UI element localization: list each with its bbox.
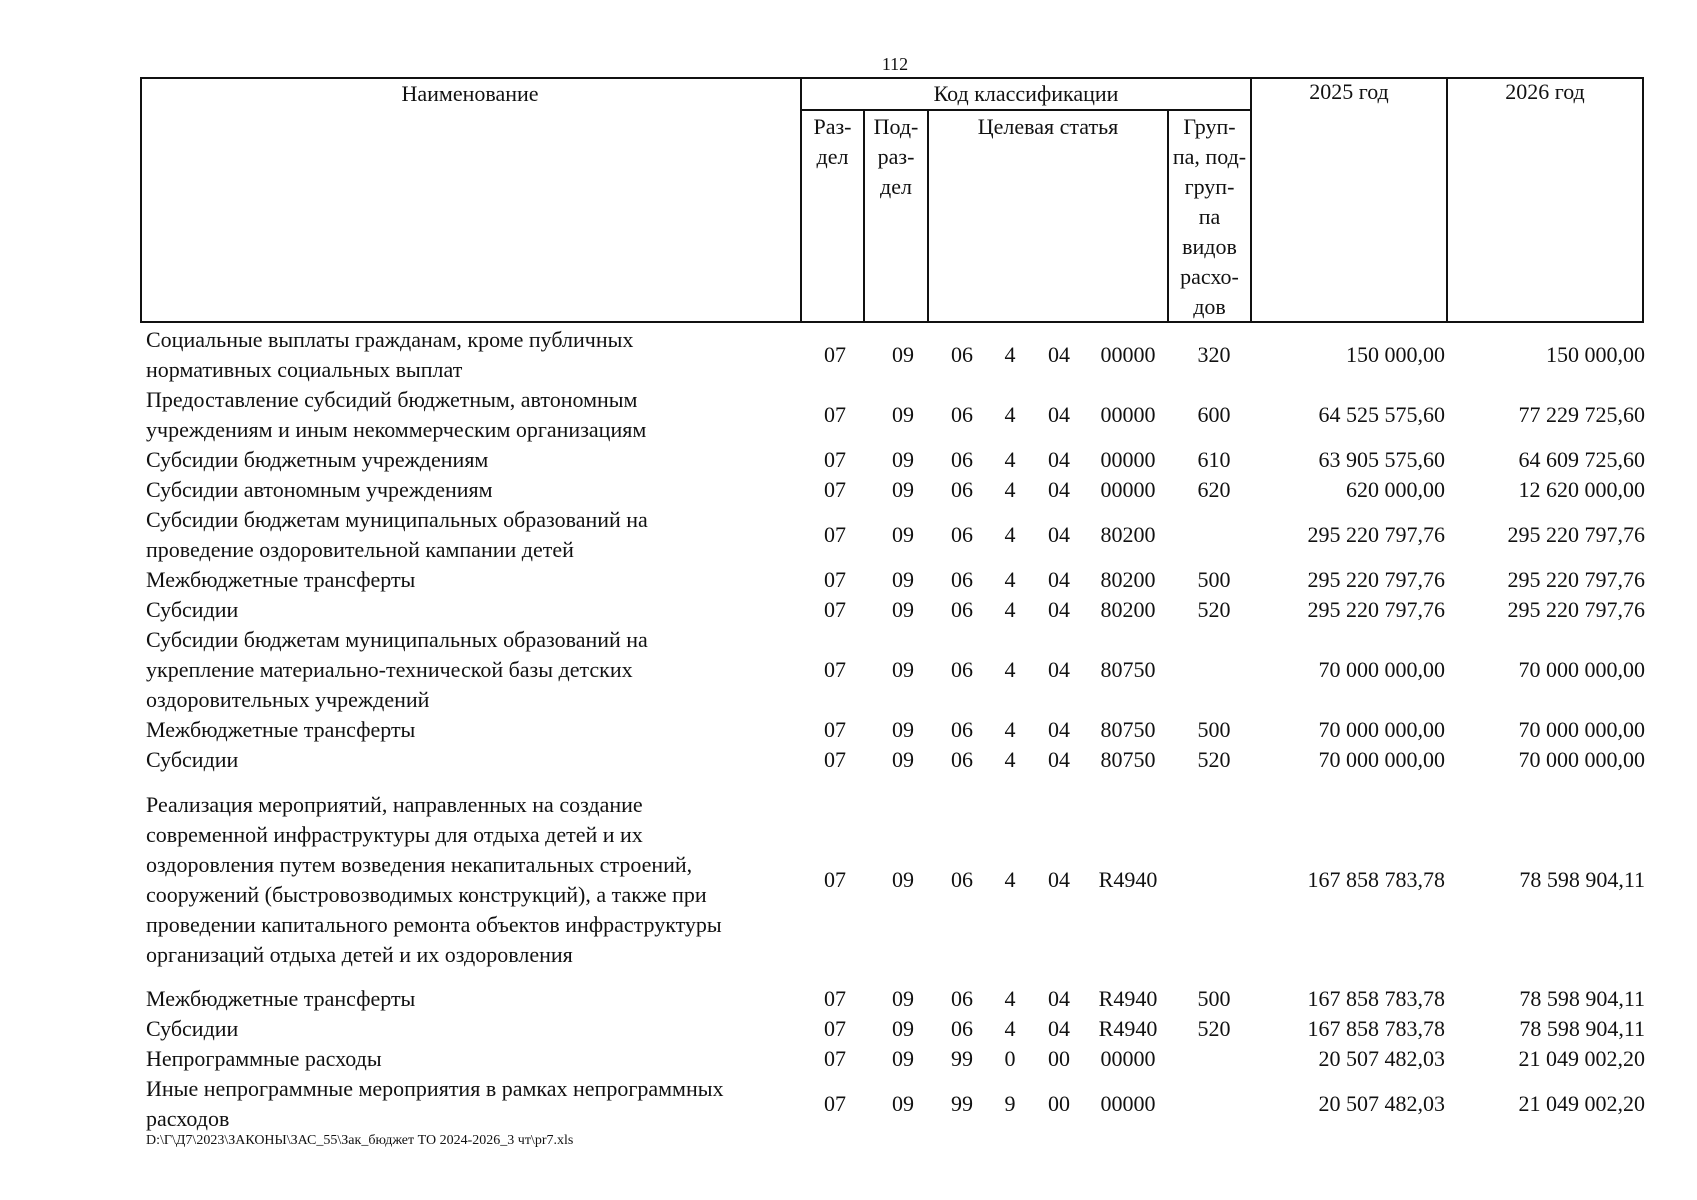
cell-2025: 167 858 783,78 — [1307, 1016, 1445, 1041]
cell-kind: 0 — [1004, 1046, 1016, 1071]
header-divider — [1250, 77, 1252, 323]
header-divider — [800, 109, 1252, 111]
cell-expense-type: 500 — [1197, 986, 1231, 1011]
cell-direction: 80200 — [1100, 567, 1156, 592]
header-border — [140, 321, 1644, 323]
cell-2026: 70 000 000,00 — [1518, 747, 1645, 772]
cell-2026: 70 000 000,00 — [1518, 717, 1645, 742]
cell-podrazdel: 09 — [892, 342, 914, 367]
cell-expense-type: 320 — [1197, 342, 1231, 367]
row-name: Предоставление субсидий бюджетным, автономным учреждениям и иным некоммерческим организациям — [146, 387, 647, 442]
cell-direction: 80750 — [1100, 657, 1156, 682]
cell-podrazdel: 09 — [892, 597, 914, 622]
cell-2026: 21 049 002,20 — [1518, 1046, 1645, 1071]
table-row — [0, 1074, 1697, 1134]
cell-podrazdel: 09 — [892, 986, 914, 1011]
cell-razdel: 07 — [824, 477, 846, 502]
cell-subprogram: 04 — [1048, 1016, 1070, 1041]
header-podrazdel: Под- раз- дел — [873, 114, 919, 199]
cell-podrazdel: 09 — [892, 747, 914, 772]
row-name: Субсидии — [146, 1016, 239, 1041]
cell-kind: 4 — [1004, 867, 1016, 892]
row-name: Непрограммные расходы — [146, 1046, 382, 1071]
cell-direction: 80200 — [1100, 522, 1156, 547]
table-row — [0, 445, 1697, 475]
cell-razdel: 07 — [824, 522, 846, 547]
header-classification: Код классификации — [933, 81, 1119, 106]
cell-razdel: 07 — [824, 657, 846, 682]
cell-razdel: 07 — [824, 567, 846, 592]
header-border — [1642, 77, 1644, 323]
cell-kind: 9 — [1004, 1091, 1016, 1116]
cell-program: 06 — [951, 986, 973, 1011]
cell-2025: 20 507 482,03 — [1318, 1046, 1445, 1071]
cell-subprogram: 04 — [1048, 402, 1070, 427]
cell-2026: 64 609 725,60 — [1518, 447, 1645, 472]
cell-podrazdel: 09 — [892, 1016, 914, 1041]
cell-subprogram: 04 — [1048, 477, 1070, 502]
cell-kind: 4 — [1004, 1016, 1016, 1041]
cell-razdel: 07 — [824, 1091, 846, 1116]
cell-program: 06 — [951, 447, 973, 472]
table-row — [0, 505, 1697, 565]
cell-razdel: 07 — [824, 597, 846, 622]
cell-subprogram: 04 — [1048, 717, 1070, 742]
cell-subprogram: 04 — [1048, 447, 1070, 472]
cell-program: 06 — [951, 342, 973, 367]
header-name: Наименование — [401, 81, 539, 106]
cell-2025: 167 858 783,78 — [1307, 986, 1445, 1011]
cell-2026: 295 220 797,76 — [1507, 597, 1645, 622]
cell-2025: 70 000 000,00 — [1318, 657, 1445, 682]
cell-direction: 00000 — [1100, 447, 1156, 472]
header-divider — [1446, 77, 1448, 323]
cell-2025: 63 905 575,60 — [1318, 447, 1445, 472]
cell-2025: 295 220 797,76 — [1307, 522, 1445, 547]
cell-2026: 150 000,00 — [1546, 342, 1645, 367]
row-name: Межбюджетные трансферты — [146, 567, 416, 592]
cell-razdel: 07 — [824, 1016, 846, 1041]
row-name: Субсидии бюджетам муниципальных образований на проведение оздоровительной кампании детей — [146, 507, 648, 562]
cell-expense-type — [1180, 505, 1248, 565]
cell-direction: 00000 — [1100, 1046, 1156, 1071]
cell-2026: 78 598 904,11 — [1519, 867, 1645, 892]
cell-expense-type: 500 — [1197, 567, 1231, 592]
cell-expense-type — [1180, 780, 1248, 980]
cell-razdel: 07 — [824, 447, 846, 472]
row-name: Межбюджетные трансферты — [146, 986, 416, 1011]
cell-subprogram: 04 — [1048, 986, 1070, 1011]
row-name: Социальные выплаты гражданам, кроме публичных нормативных социальных выплат — [146, 327, 634, 382]
table-row — [0, 475, 1697, 505]
cell-direction: 80750 — [1100, 717, 1156, 742]
cell-razdel: 07 — [824, 747, 846, 772]
cell-expense-type — [1180, 1044, 1248, 1074]
footer-file-path: D:\Г\Д7\2023\ЗАКОНЫ\ЗАС_55\Зак_бюджет ТО 2024-2026_3 чт\pr7.xls — [146, 1133, 574, 1148]
cell-expense-type: 500 — [1197, 717, 1231, 742]
cell-2025: 295 220 797,76 — [1307, 597, 1445, 622]
cell-expense-type — [1180, 625, 1248, 715]
table-row — [0, 715, 1697, 745]
cell-program: 06 — [951, 747, 973, 772]
cell-podrazdel: 09 — [892, 717, 914, 742]
cell-kind: 4 — [1004, 522, 1016, 547]
header-year-2025: 2025 год — [1309, 79, 1389, 104]
table-row — [0, 325, 1697, 385]
cell-expense-type: 520 — [1197, 597, 1231, 622]
cell-program: 06 — [951, 522, 973, 547]
cell-2026: 77 229 725,60 — [1518, 402, 1645, 427]
cell-direction: 00000 — [1100, 1091, 1156, 1116]
cell-direction: 00000 — [1100, 402, 1156, 427]
cell-2025: 70 000 000,00 — [1318, 747, 1445, 772]
cell-razdel: 07 — [824, 867, 846, 892]
cell-podrazdel: 09 — [892, 657, 914, 682]
cell-direction: 80750 — [1100, 747, 1156, 772]
cell-program: 06 — [951, 867, 973, 892]
cell-direction: 00000 — [1100, 342, 1156, 367]
cell-kind: 4 — [1004, 597, 1016, 622]
cell-subprogram: 04 — [1048, 567, 1070, 592]
cell-expense-type: 520 — [1197, 747, 1231, 772]
cell-program: 06 — [951, 567, 973, 592]
cell-subprogram: 04 — [1048, 747, 1070, 772]
page-number: 112 — [881, 54, 909, 74]
cell-kind: 4 — [1004, 477, 1016, 502]
header-target-article: Целевая статья — [977, 114, 1119, 139]
row-name: Субсидии бюджетным учреждениям — [146, 447, 489, 472]
row-name: Межбюджетные трансферты — [146, 717, 416, 742]
cell-expense-type: 600 — [1197, 402, 1231, 427]
table-row — [0, 1014, 1697, 1044]
header-border — [140, 77, 142, 323]
header-expense-group: Груп- па, под- груп- па видов расхо- дов — [1172, 114, 1247, 319]
cell-2026: 295 220 797,76 — [1507, 522, 1645, 547]
cell-razdel: 07 — [824, 717, 846, 742]
cell-podrazdel: 09 — [892, 447, 914, 472]
cell-podrazdel: 09 — [892, 1046, 914, 1071]
row-name: Субсидии — [146, 747, 239, 772]
cell-direction: R4940 — [1098, 1016, 1158, 1041]
row-name: Субсидии бюджетам муниципальных образований на укрепление материально-технической базы детских оздоровительных учреждений — [146, 627, 648, 712]
cell-direction: 00000 — [1100, 477, 1156, 502]
cell-kind: 4 — [1004, 717, 1016, 742]
cell-kind: 4 — [1004, 986, 1016, 1011]
cell-podrazdel: 09 — [892, 567, 914, 592]
cell-kind: 4 — [1004, 342, 1016, 367]
cell-program: 06 — [951, 1016, 973, 1041]
cell-2025: 20 507 482,03 — [1318, 1091, 1445, 1116]
row-name: Реализация мероприятий, направленных на создание современной инфраструктуры для отдыха детей и их оздоровления путем возведения некапитальных строений, сооружений (быстровозводимых конструкций), а также при проведении капитального ремонта объектов инфраструктуры организаций отдыха детей и их оздоровления — [146, 792, 722, 967]
cell-2025: 150 000,00 — [1346, 342, 1445, 367]
row-name: Субсидии — [146, 597, 239, 622]
cell-kind: 4 — [1004, 747, 1016, 772]
cell-podrazdel: 09 — [892, 1091, 914, 1116]
cell-2025: 70 000 000,00 — [1318, 717, 1445, 742]
cell-2025: 167 858 783,78 — [1307, 867, 1445, 892]
cell-2025: 295 220 797,76 — [1307, 567, 1445, 592]
cell-expense-type — [1180, 1074, 1248, 1134]
header-razdel: Раз- дел — [813, 114, 852, 169]
cell-subprogram: 04 — [1048, 867, 1070, 892]
table-row — [0, 595, 1697, 625]
cell-subprogram: 04 — [1048, 657, 1070, 682]
cell-razdel: 07 — [824, 402, 846, 427]
cell-2026: 12 620 000,00 — [1518, 477, 1645, 502]
cell-2026: 78 598 904,11 — [1519, 986, 1645, 1011]
cell-podrazdel: 09 — [892, 477, 914, 502]
cell-podrazdel: 09 — [892, 402, 914, 427]
table-row — [0, 625, 1697, 715]
header-year-2026: 2026 год — [1505, 79, 1585, 104]
cell-direction: 80200 — [1100, 597, 1156, 622]
table-row — [0, 1044, 1697, 1074]
cell-podrazdel: 09 — [892, 867, 914, 892]
table-row — [0, 565, 1697, 595]
cell-kind: 4 — [1004, 567, 1016, 592]
cell-subprogram: 00 — [1048, 1091, 1070, 1116]
cell-subprogram: 04 — [1048, 342, 1070, 367]
cell-subprogram: 00 — [1048, 1046, 1070, 1071]
cell-program: 06 — [951, 717, 973, 742]
cell-program: 06 — [951, 597, 973, 622]
cell-direction: R4940 — [1098, 867, 1158, 892]
cell-kind: 4 — [1004, 402, 1016, 427]
cell-program: 99 — [951, 1091, 973, 1116]
cell-2026: 70 000 000,00 — [1518, 657, 1645, 682]
cell-podrazdel: 09 — [892, 522, 914, 547]
cell-subprogram: 04 — [1048, 522, 1070, 547]
table-header — [140, 77, 1644, 323]
cell-program: 06 — [951, 402, 973, 427]
table-row — [0, 984, 1697, 1014]
cell-subprogram: 04 — [1048, 597, 1070, 622]
cell-2026: 21 049 002,20 — [1518, 1091, 1645, 1116]
cell-2026: 78 598 904,11 — [1519, 1016, 1645, 1041]
cell-kind: 4 — [1004, 447, 1016, 472]
cell-razdel: 07 — [824, 1046, 846, 1071]
cell-program: 99 — [951, 1046, 973, 1071]
cell-2025: 64 525 575,60 — [1318, 402, 1445, 427]
cell-expense-type: 610 — [1197, 447, 1231, 472]
table-row — [0, 780, 1697, 980]
cell-program: 06 — [951, 657, 973, 682]
cell-2026: 295 220 797,76 — [1507, 567, 1645, 592]
table-row — [0, 745, 1697, 775]
table-row — [0, 385, 1697, 445]
cell-program: 06 — [951, 477, 973, 502]
cell-direction: R4940 — [1098, 986, 1158, 1011]
row-name: Субсидии автономным учреждениям — [146, 477, 493, 502]
cell-2025: 620 000,00 — [1346, 477, 1445, 502]
cell-kind: 4 — [1004, 657, 1016, 682]
row-name: Иные непрограммные мероприятия в рамках непрограммных расходов — [146, 1076, 724, 1131]
cell-razdel: 07 — [824, 986, 846, 1011]
cell-razdel: 07 — [824, 342, 846, 367]
cell-expense-type: 520 — [1197, 1016, 1231, 1041]
cell-expense-type: 620 — [1197, 477, 1231, 502]
